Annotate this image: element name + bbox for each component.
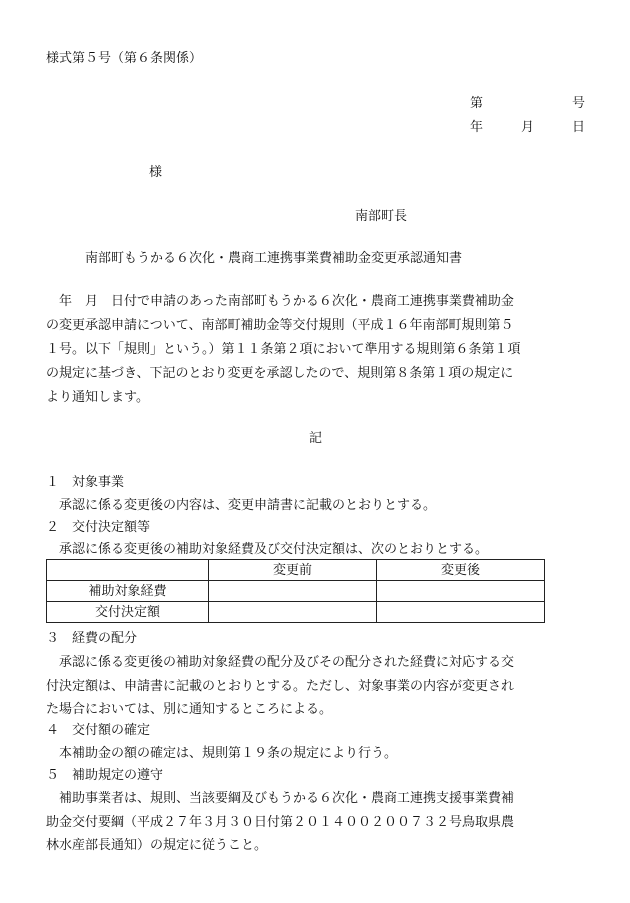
date-tsuki: 月	[521, 120, 535, 135]
row-label: 補助対象経費	[47, 581, 209, 602]
intro-line: １号。以下「規則」という。）第１１条第２項において準用する規則第６条第１項	[46, 342, 521, 357]
table-header-cell: 変更前	[209, 560, 377, 581]
section-heading: １ 対象事業	[46, 475, 125, 490]
intro-line: より通知します。	[46, 390, 149, 405]
cell-before	[209, 602, 377, 623]
table-header-row	[47, 560, 545, 581]
intro-line: の変更承認申請について、南部町補助金等交付規則（平成１６年南部町規則第５	[46, 318, 514, 333]
intro-line: 年 月 日付で申請のあった南部町もうかる６次化・農商工連携事業費補助金	[59, 294, 514, 309]
section-body-line: 付決定額は、申請書に記載のとおりとする。ただし、対象事業の内容が変更され	[46, 679, 515, 694]
row-label: 交付決定額	[47, 602, 209, 623]
sender: 南部町長	[355, 209, 408, 224]
section-heading: ４ 交付額の確定	[46, 723, 151, 738]
section-body-line: 本補助金の額の確定は、規則第１９条の規定により行う。	[59, 746, 398, 761]
section-body-line: た場合においては、別に通知するところによる。	[46, 702, 333, 717]
section-body-line: 承認に係る変更後の補助対象経費の配分及びその配分された経費に対応する交	[59, 655, 515, 670]
cell-after	[377, 581, 545, 602]
section-body-line: 助金交付要綱（平成２７年３月３０日付第２０１４００２００７３２号鳥取県農	[46, 815, 515, 830]
table-row	[47, 602, 545, 623]
grant-amount-table	[46, 559, 545, 623]
doc-number-dai: 第	[470, 96, 484, 111]
section-heading: ５ 補助規定の遵守	[46, 768, 164, 783]
section-heading: ３ 経費の配分	[46, 631, 138, 646]
ki-marker: 記	[309, 431, 323, 446]
doc-number-go: 号	[572, 96, 586, 111]
date-nen: 年	[470, 120, 484, 135]
addressee-suffix: 様	[149, 165, 163, 180]
section-body-line: 補助事業者は、規則、当該要綱及びもうかる６次化・農商工連携支援事業費補	[59, 791, 515, 806]
cell-after	[377, 602, 545, 623]
intro-line: の規定に基づき、下記のとおり変更を承認したので、規則第８条第１項の規定に	[46, 366, 514, 381]
table-header-cell	[47, 560, 209, 581]
table-header-cell: 変更後	[377, 560, 545, 581]
section-body-line: 承認に係る変更後の補助対象経費及び交付決定額は、次のとおりとする。	[59, 542, 489, 557]
section-body-line: 林水産部長通知）の規定に従うこと。	[46, 838, 268, 853]
table-row	[47, 581, 545, 602]
form-id: 様式第５号（第６条関係）	[46, 51, 203, 66]
page-title: 南部町もうかる６次化・農商工連携事業費補助金変更承認通知書	[85, 251, 463, 266]
date-hi: 日	[572, 120, 586, 135]
section-heading: ２ 交付決定額等	[46, 520, 151, 535]
section-body-line: 承認に係る変更後の内容は、変更申請書に記載のとおりとする。	[59, 498, 437, 513]
cell-before	[209, 581, 377, 602]
